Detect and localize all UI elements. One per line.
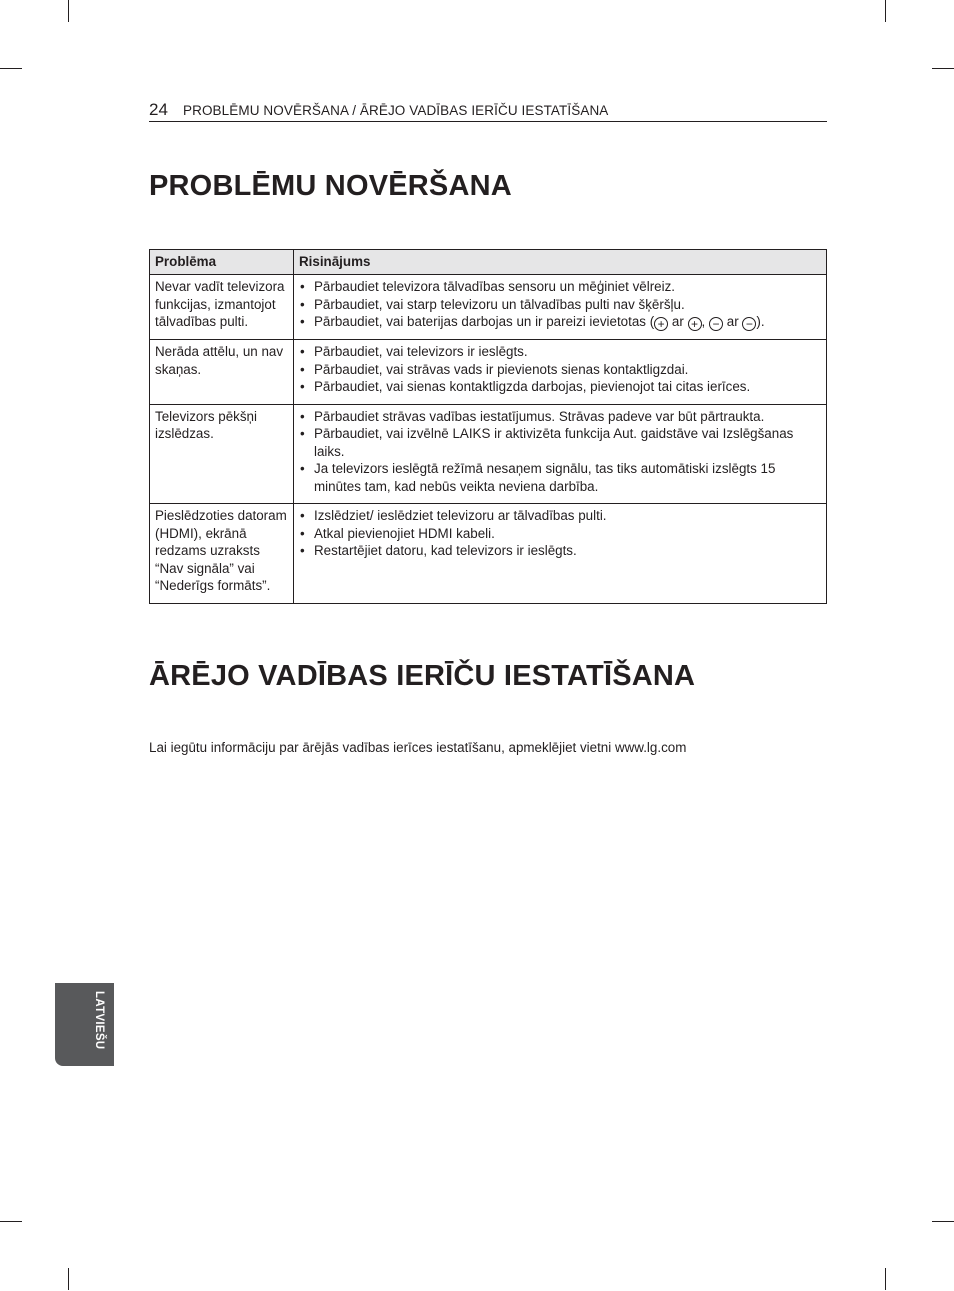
running-title: PROBLĒMU NOVĒRŠANA / ĀRĒJO VADĪBAS IERĪČU IESTATĪŠANA <box>183 103 609 118</box>
close-text: ). <box>756 314 765 329</box>
solution-list <box>299 278 821 331</box>
ar-text: ar <box>671 314 684 329</box>
list-item: • Pārbaudiet strāvas vadības iestatījumus. Strāvas padeve var būt pārtraukta. <box>299 408 821 426</box>
table-row <box>150 404 827 504</box>
section-title-troubleshooting: PROBLĒMU NOVĒRŠANA <box>149 170 512 202</box>
list-item-text: Pārbaudiet, vai baterijas darbojas un ir pareizi ievietotas ( <box>314 314 655 329</box>
list-item: • Pārbaudiet, vai strāvas vads ir pievienots sienas kontaktligzdai. <box>299 361 821 379</box>
list-item: • Pārbaudiet, vai sienas kontaktligzda darbojas, pievienojot tai citas ierīces. <box>299 378 821 396</box>
solution-list <box>299 343 821 396</box>
plus-symbol-icon: + <box>688 317 702 331</box>
list-item: • Izslēdziet/ ieslēdziet televizoru ar tālvadības pulti. <box>299 507 821 525</box>
list-item: • Pārbaudiet, vai izvēlnē LAIKS ir aktivizēta funkcija Aut. gaidstāve vai Izslēgšanas laiks. <box>299 425 821 460</box>
table-row <box>150 340 827 405</box>
crop-mark <box>0 68 22 69</box>
solution-cell <box>294 504 827 604</box>
external-control-info: Lai iegūtu informāciju par ārējās vadības ierīces iestatīšanu, apmeklējiet vietni www.lg.com <box>149 740 687 755</box>
language-tab <box>55 983 114 1066</box>
list-item <box>299 313 821 331</box>
running-header <box>149 100 827 122</box>
problem-cell: Nevar vadīt televizora funkcijas, izmantojot tālvadības pulti. <box>150 275 294 340</box>
solution-list <box>299 408 821 496</box>
table-row <box>150 275 827 340</box>
minus-symbol-icon: − <box>709 317 723 331</box>
solution-list <box>299 507 821 560</box>
crop-mark <box>885 0 886 22</box>
crop-mark <box>68 0 69 22</box>
table-row <box>150 504 827 604</box>
solution-cell <box>294 275 827 340</box>
column-header-problem: Problēma <box>150 250 294 275</box>
problem-cell: Televizors pēkšņi izslēdzas. <box>150 404 294 504</box>
list-item: • Pārbaudiet, vai starp televizoru un tālvadības pulti nav šķēršļu. <box>299 296 821 314</box>
list-item: • Pārbaudiet televizora tālvadības sensoru un mēģiniet vēlreiz. <box>299 278 821 296</box>
page-number: 24 <box>149 100 168 119</box>
ar-text: ar <box>726 314 739 329</box>
crop-mark <box>885 1268 886 1290</box>
crop-mark <box>932 1221 954 1222</box>
crop-mark <box>0 1221 22 1222</box>
troubleshooting-table <box>149 249 827 604</box>
solution-cell <box>294 340 827 405</box>
problem-cell: Nerāda attēlu, un nav skaņas. <box>150 340 294 405</box>
column-header-solution: Risinājums <box>294 250 827 275</box>
crop-mark <box>68 1268 69 1290</box>
list-item: • Atkal pievienojiet HDMI kabeli. <box>299 525 821 543</box>
minus-symbol-icon: − <box>742 317 756 331</box>
solution-cell <box>294 404 827 504</box>
problem-cell: Pieslēdzoties datoram (HDMI), ekrānā redzams uzraksts “Nav signāla” vai “Nederīgs formāts”. <box>150 504 294 604</box>
language-tab-label: LATVIEŠU <box>93 991 105 1050</box>
list-item: • Ja televizors ieslēgtā režīmā nesaņem signālu, tas tiks automātiski izslēgts 15 minūtes tam, kad nebūs veikta neviena darbība. <box>299 460 821 495</box>
plus-symbol-icon: + <box>654 317 668 331</box>
section-title-external-control: ĀRĒJO VADĪBAS IERĪČU IESTATĪŠANA <box>149 660 696 692</box>
table-header-row <box>150 250 827 275</box>
list-item: • Pārbaudiet, vai televizors ir ieslēgts. <box>299 343 821 361</box>
crop-mark <box>932 68 954 69</box>
list-item: • Restartējiet datoru, kad televizors ir ieslēgts. <box>299 542 821 560</box>
comma-text: , <box>701 314 706 329</box>
